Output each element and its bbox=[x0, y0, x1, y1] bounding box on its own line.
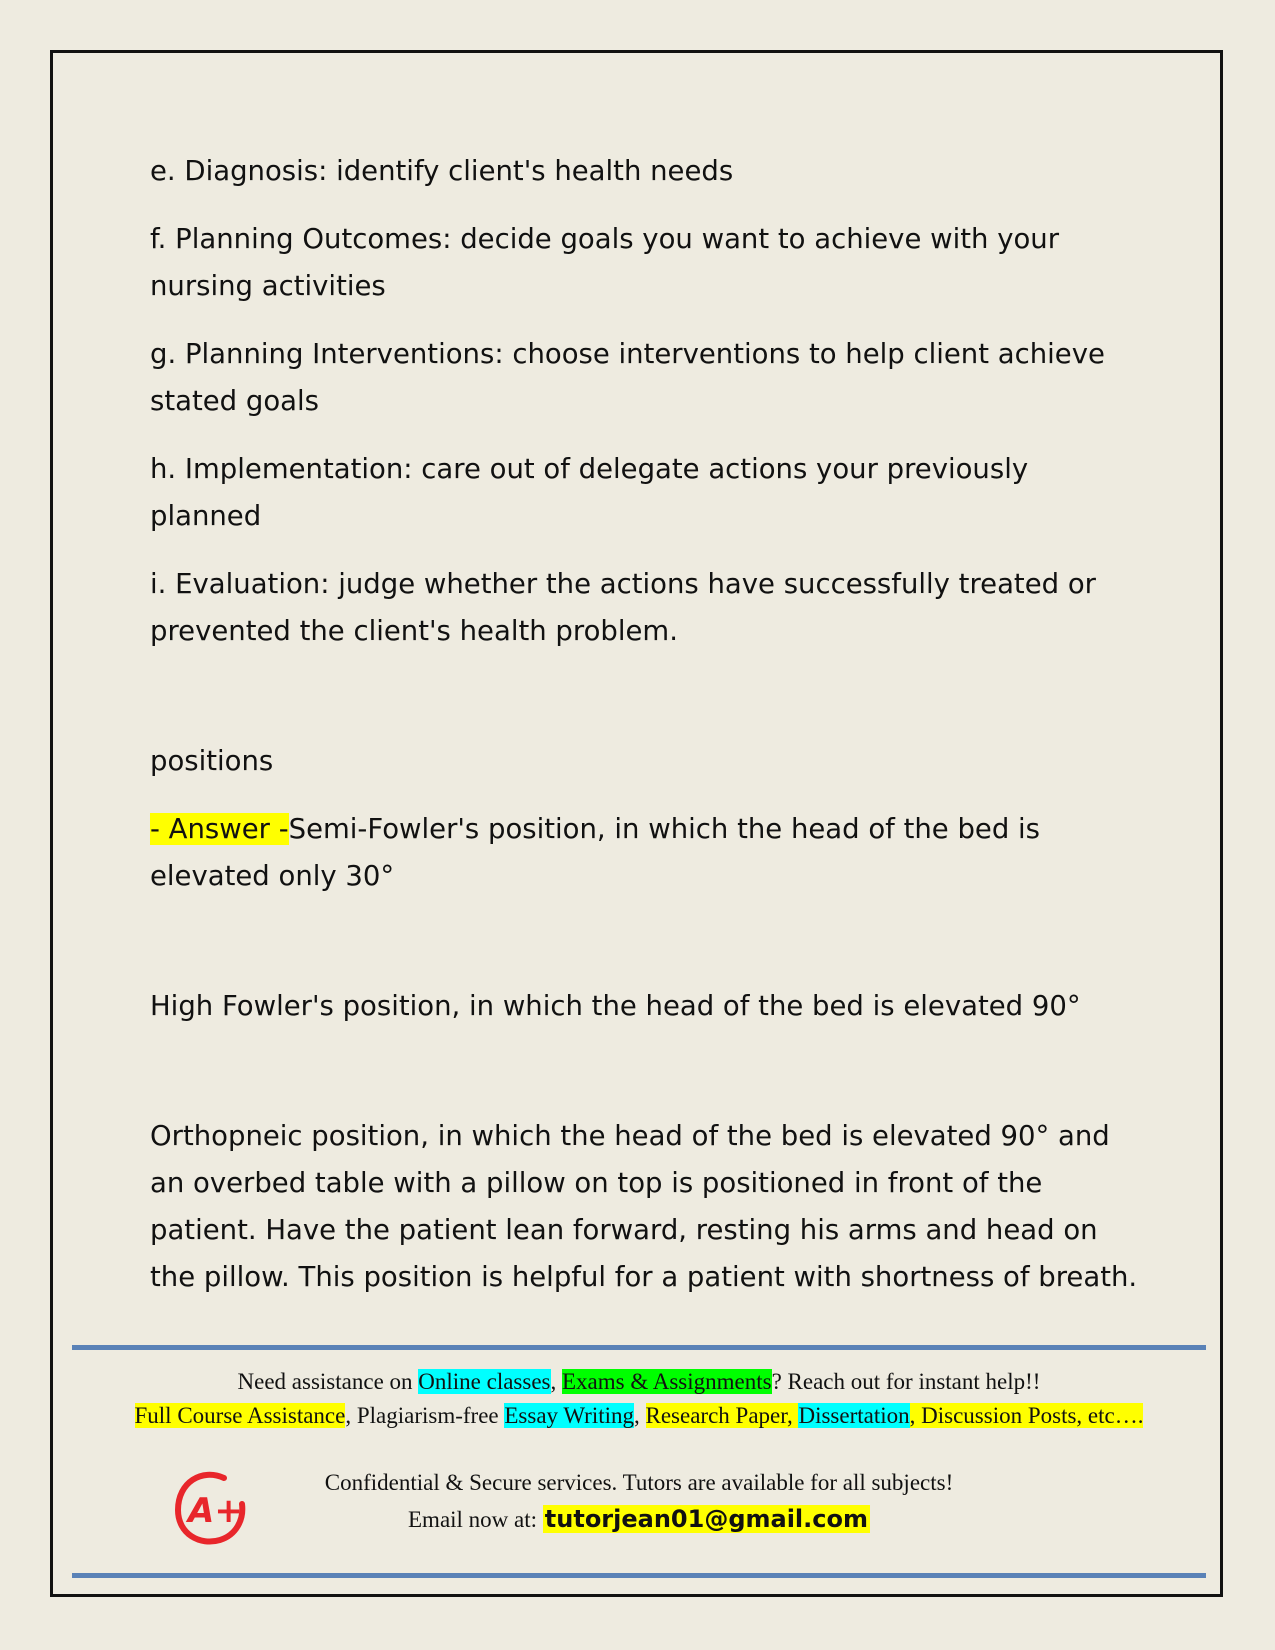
online-classes-highlight: Online classes bbox=[418, 1369, 551, 1394]
footer-text: , Plagiarism-free bbox=[345, 1403, 505, 1428]
footer-text: , bbox=[634, 1403, 646, 1428]
paragraph-orthopneic: Orthopneic position, in which the head of the bed is elevated 90° and an overbed table with a pillow on top is positioned in front of the patient. Have the patient lean forward, resting his arms and head on the pillow. This position is helpful for a patient with shortness of breath. bbox=[150, 1120, 1138, 1293]
footer-promo bbox=[72, 1365, 1206, 1433]
research-highlight: Research Paper, bbox=[645, 1403, 799, 1428]
confidential-line: Confidential & Secure services. Tutors are available for all subjects! bbox=[324, 1470, 954, 1495]
paragraph-high-fowler: High Fowler's position, in which the head of the bed is elevated 90° bbox=[150, 990, 1081, 1022]
discussion-highlight: , Discussion Posts, etc…. bbox=[909, 1403, 1144, 1428]
semi-fowler-text: Semi-Fowler's position, in which the head of the bed is elevated only 30° bbox=[150, 813, 1041, 892]
exams-highlight: Exams & Assignments bbox=[562, 1369, 772, 1394]
paragraph-diagnosis: e. Diagnosis: identify client's health needs bbox=[150, 155, 734, 187]
paragraph-implementation: h. Implementation: care out of delegate actions your previously planned bbox=[150, 453, 1029, 532]
paragraph-positions: positions bbox=[150, 745, 274, 777]
paragraph-planning-outcomes: f. Planning Outcomes: decide goals you want to achieve with your nursing activities bbox=[150, 223, 1060, 302]
dissertation-highlight: Dissertation bbox=[798, 1403, 910, 1428]
email-address[interactable]: tutorjean01@gmail.com bbox=[544, 1505, 868, 1533]
email-label: Email now at: bbox=[408, 1507, 543, 1532]
paragraph-planning-interventions: g. Planning Interventions: choose interventions to help client achieve stated goals bbox=[150, 338, 1105, 417]
footer-rule-bottom bbox=[72, 1573, 1206, 1578]
footer-text: ? Reach out for instant help!! bbox=[771, 1369, 1041, 1394]
footer-line-2 bbox=[72, 1399, 1206, 1433]
footer-line-1 bbox=[72, 1365, 1206, 1399]
paragraph-evaluation: i. Evaluation: judge whether the actions have successfully treated or prevented the client's health problem. bbox=[150, 568, 1096, 647]
footer-text: , bbox=[550, 1369, 562, 1394]
email-line bbox=[72, 1502, 1206, 1537]
footer-rule-top bbox=[72, 1345, 1206, 1350]
logo-text: A+ bbox=[188, 1491, 243, 1531]
answer-label: - Answer - bbox=[150, 813, 289, 845]
full-course-highlight: Full Course Assistance bbox=[134, 1403, 346, 1428]
footer-text: Need assistance on bbox=[237, 1369, 419, 1394]
document-body bbox=[150, 148, 1140, 1322]
paragraph-semi-fowler bbox=[150, 806, 1140, 900]
essay-highlight: Essay Writing bbox=[504, 1403, 634, 1428]
footer-contact bbox=[72, 1466, 1206, 1537]
